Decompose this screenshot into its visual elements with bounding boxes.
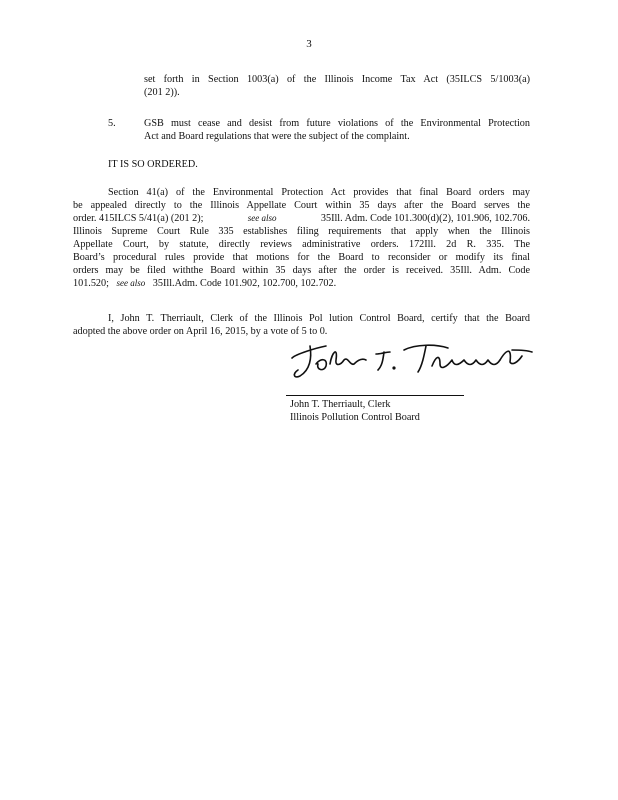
appeal-line-7: orders may be filed withthe Board within 35 days after the order is received. 35Ill. Adm. Code [73, 265, 530, 276]
signatory-name-title: John T. Therriault, Clerk [290, 399, 391, 410]
appeal-line-3-see-also: see also [247, 213, 277, 223]
item5-line-1: GSB must cease and desist from future violations of the Environmental Protection [144, 118, 530, 129]
item5-number: 5. [108, 118, 116, 129]
appeal-line-3-citation: order. 415ILCS 5/41(a) (201 2); [73, 213, 204, 224]
appeal-line-8-see-also: see also [116, 278, 146, 288]
certification-line-2: adopted the above order on April 16, 2015, by a vote of 5 to 0. [73, 326, 328, 337]
appeal-line-3-rest: 35Ill. Adm. Code 101.300(d)(2), 101.906, 102.706. [320, 213, 530, 224]
appeal-line-8-rest: 35Ill.Adm. Code 101.902, 102.700, 102.702. [152, 278, 337, 289]
appeal-line-1: Section 41(a) of the Environmental Protection Act provides that final Board orders may [108, 187, 530, 198]
appeal-line-4: Illinois Supreme Court Rule 335 establishes filing requirements that apply when the Illinois [73, 226, 530, 237]
signature-line [286, 395, 464, 396]
item5-line-2: Act and Board regulations that were the subject of the complaint. [144, 131, 410, 142]
appeal-line-8-citation: 101.520; [73, 278, 109, 289]
handwritten-signature [286, 336, 536, 386]
appeal-line-3 [73, 212, 530, 225]
item4-line-1: set forth in Section 1003(a) of the Illinois Income Tax Act (35ILCS 5/1003(a) [144, 74, 530, 85]
item4-line-2: (201 2)). [144, 87, 180, 98]
page-number: 3 [306, 38, 312, 50]
signatory-organization: Illinois Pollution Control Board [290, 412, 420, 423]
appeal-line-2: be appealed directly to the Illinois Appellate Court within 35 days after the Board serves the [73, 200, 530, 211]
appeal-line-5: Appellate Court, by statute, directly reviews administrative orders. 172Ill. 2d R. 335. The [73, 239, 530, 250]
appeal-line-8 [73, 277, 336, 290]
so-ordered-heading: IT IS SO ORDERED. [108, 159, 198, 170]
appeal-line-6: Board’s procedural rules provide that motions for the Board to reconsider or modify its final [73, 252, 530, 263]
certification-line-1: I, John T. Therriault, Clerk of the Illinois Pol lution Control Board, certify that the Board [108, 313, 530, 324]
